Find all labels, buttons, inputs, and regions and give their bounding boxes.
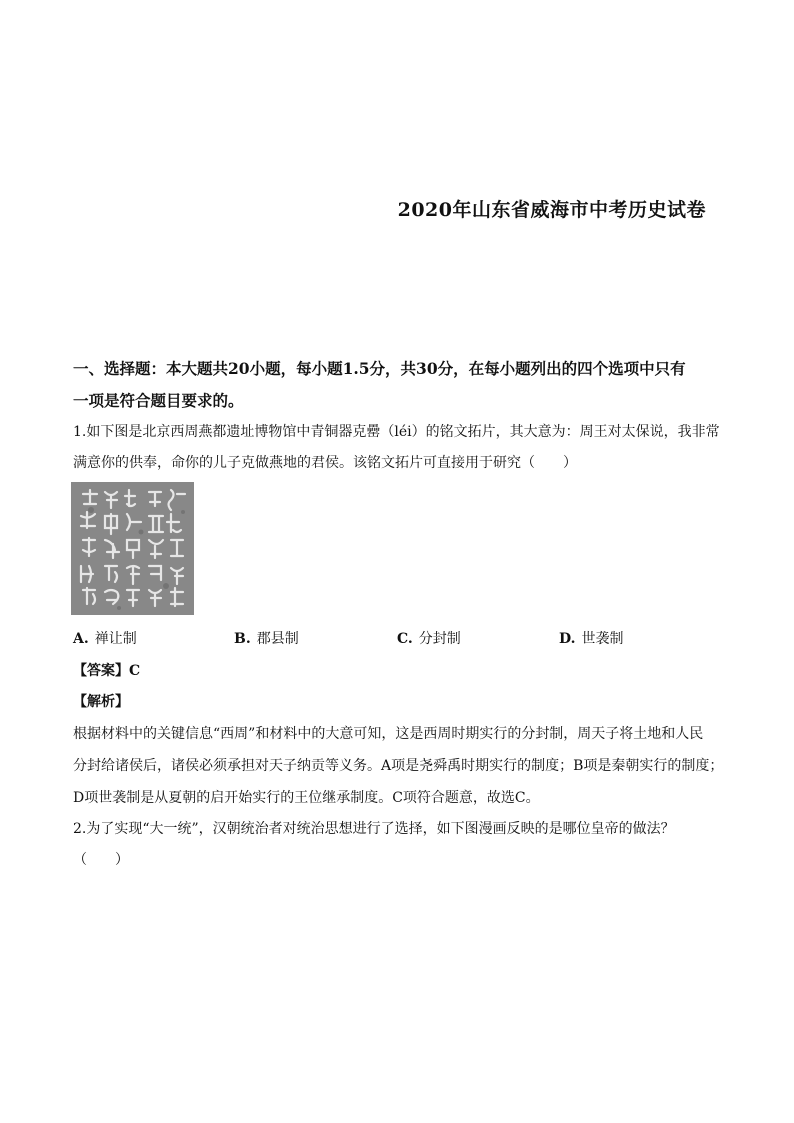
section-heading-line2: 一项是符合题目要求的。 (73, 391, 244, 410)
q1-answer (73, 660, 140, 680)
option-text: 禅让制 (94, 631, 137, 647)
document-title: 2020年山东省威海市中考历史试卷 (397, 199, 706, 221)
q1-stem-line2: 满意你的供奉，命你的儿子克做燕地的君侯。该铭文拓片可直接用于研究（ ） (73, 455, 577, 471)
q1-analysis-line3: D项世袭制是从夏朝的启开始实行的王位继承制度。C项符合题意，故选C。 (73, 790, 540, 806)
section-heading-line1: 一、选择题：本大题共20小题，每小题1.5分，共30分，在每小题列出的四个选项中只有 (73, 359, 686, 378)
q1-option-c (397, 628, 461, 648)
answer-value: C (129, 663, 141, 679)
bronze-inscription-rubbing-image (71, 482, 194, 615)
q2-stem-line1: 2.为了实现“大一统”，汉朝统治者对统治思想进行了选择，如下图漫画反映的是哪位皇帝的做法？ (73, 821, 675, 837)
q1-stem-line1: 1.如下图是北京西周燕都遗址博物馆中青铜器克罍（léi）的铭文拓片，其大意为：周王对太保说，我非常 (73, 424, 720, 440)
option-letter: A. (73, 631, 89, 647)
q1-option-d (559, 628, 624, 648)
option-letter: C. (397, 631, 413, 647)
option-text: 郡县制 (256, 631, 299, 647)
q1-analysis-line2: 分封给诸侯后，诸侯必须承担对天子纳贡等义务。A项是尧舜禹时期实行的制度；B项是秦朝实行的制度； (73, 758, 724, 774)
q1-analysis-line1: 根据材料中的关键信息“西周”和材料中的大意可知，这是西周时期实行的分封制，周天子将土地和人民 (73, 726, 704, 742)
option-letter: D. (559, 631, 576, 647)
answer-label: 【答案】 (73, 663, 129, 679)
q2-stem-line2: （ ） (73, 852, 129, 868)
option-letter: B. (234, 631, 251, 647)
q1-option-b (234, 628, 299, 648)
q1-option-a (73, 628, 137, 648)
q1-analysis-label (73, 691, 129, 711)
analysis-label: 【解析】 (73, 694, 129, 710)
option-text: 分封制 (418, 631, 461, 647)
option-text: 世袭制 (581, 631, 624, 647)
